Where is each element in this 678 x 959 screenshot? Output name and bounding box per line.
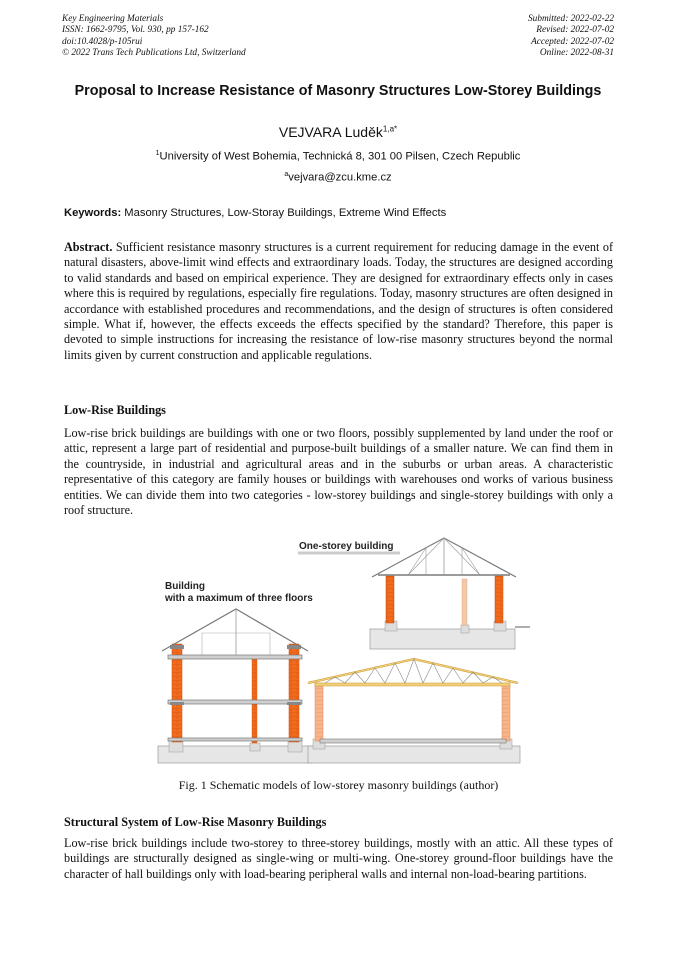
keywords-text: Masonry Structures, Low-Storay Buildings, Extreme Wind Effects [121, 207, 447, 219]
label-one-storey: One-storey building [299, 541, 394, 552]
section-low-rise-text: Low-rise brick buildings are buildings with one or two floors, possibly supplemented by land under the roof or attic, represent a large part of residential and purpose-built buildings of a smaller nature. We can find them in the countryside, in industrial and agricultural areas and in the suburbs or urban areas. A characteristic representative of this category are family houses or buildings with warehouses ond works of various business entities. We can divide them into two categories - low-storey buildings and single-storey buildings with only a roof structure. [64, 426, 613, 518]
figure-caption: Fig. 1 Schematic models of low-storey masonry buildings (author) [178, 778, 499, 792]
label-building: Building [165, 581, 205, 592]
journal-header-left [62, 14, 246, 59]
author-line [62, 124, 614, 140]
author-name: VEJVARA Luděk [278, 124, 383, 140]
email-text: vejvara@zcu.kme.cz [288, 171, 392, 184]
affiliation [62, 150, 614, 163]
paper-title: Proposal to Increase Resistance of Masonry Structures Low-Storey Buildings [74, 83, 602, 99]
affiliation-text: University of West Bohemia, Technická 8, 301 00 Pilsen, Czech Republic [159, 150, 521, 163]
section-heading-low-rise: Low-Rise Buildings [64, 403, 166, 417]
abstract [64, 240, 613, 363]
abstract-label: Abstract. [64, 240, 113, 254]
keywords-label: Keywords: [64, 207, 122, 219]
three-floor-building [158, 609, 313, 763]
doi-line: doi:10.4028/p-105rui [62, 36, 143, 47]
revised-date: Revised: 2022-07-02 [536, 25, 614, 36]
label-max-three-floors: with a maximum of three floors [165, 593, 313, 604]
accepted-date: Accepted: 2022-07-02 [531, 36, 614, 47]
submitted-date: Submitted: 2022-02-22 [528, 14, 614, 24]
journal-header-right [528, 14, 614, 59]
journal-name: Key Engineering Materials [62, 14, 164, 24]
email-sup: a [284, 171, 289, 178]
abstract-text: Sufficient resistance masonry structures is a current requirement for reducing damage in the event of natural disasters, above-limit wind effects and extraordinary loads. Today, the structures are designed according to valid standards and based on empirical experience. They are designed for extraordinary effects only in cases where this is required by regulations, especially fire regulations. Today, masonry structures are often designed in accordance with established procedures and recommendations, and the design of structures is often considered simple. What if, however, the effects exceeds the effects specified by the standard? Therefore, this paper is devoted to simple instructions for increasing the resistance of low-rise masonry structures beyond the normal limits given by current construction and applicable regulations. [64, 240, 613, 362]
issn-line: ISSN: 1662-9795, Vol. 930, pp 157-162 [62, 25, 209, 36]
one-storey-building [370, 538, 530, 649]
author-sup: 1,a* [382, 124, 398, 134]
section-heading-structural: Structural System of Low-Rise Masonry Buildings [64, 815, 327, 829]
section-structural-text: Low-rise brick buildings include two-storey to three-storey buildings, mostly with an attic. All these types of buildings are structurally designed as single-wing or multi-wing. One-storey ground-floor buildings have the character of hall buildings only with load-bearing peripheral walls and internal non-load-bearing partitions. [64, 836, 613, 881]
affiliation-sup: 1 [155, 150, 160, 157]
figure-building-models [150, 533, 530, 773]
email-line [62, 171, 614, 184]
hall-building [308, 659, 520, 763]
keywords [64, 207, 616, 219]
online-date: Online: 2022-08-31 [539, 47, 614, 58]
copyright-line: © 2022 Trans Tech Publications Ltd, Switzerland [62, 47, 246, 58]
